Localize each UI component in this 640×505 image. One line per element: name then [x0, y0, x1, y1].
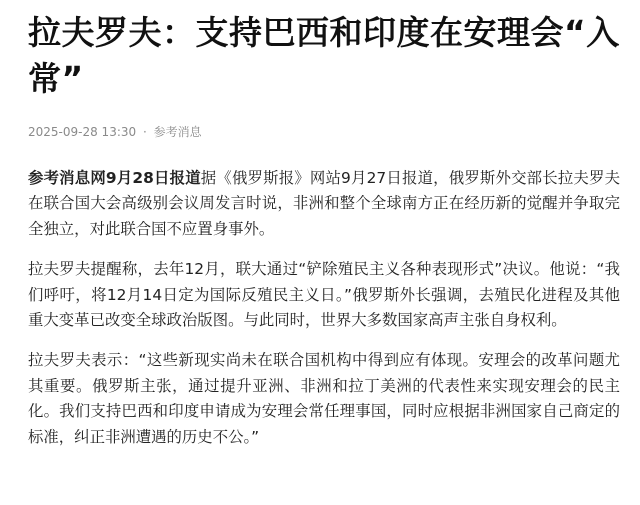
- article-meta: [28, 124, 620, 140]
- publish-date: 2025-09-28 13:30: [28, 125, 137, 139]
- source-link[interactable]: 参考消息: [153, 125, 202, 139]
- paragraph-1: [28, 166, 620, 242]
- meta-separator: ·: [142, 125, 147, 139]
- paragraph-2: [28, 257, 620, 333]
- paragraph-3: [28, 348, 620, 450]
- article-title: 拉夫罗夫：支持巴西和印度在安理会“入常”: [28, 13, 620, 98]
- article-body: [28, 166, 620, 450]
- paragraph-3-text: 拉夫罗夫表示：“这些新现实尚未在联合国机构中得到应有体现。安理会的改革问题尤其重要。俄罗斯主张，通过提升亚洲、非洲和拉丁美洲的代表性来实现安理会的民主化。我们支持巴西和印度申请成为安理会常任理事国，同时应根据非洲国家自己商定的标准，纠正非洲遭遇的历史不公。”: [28, 351, 620, 446]
- dateline: 参考消息网9月28日报道: [28, 169, 201, 187]
- paragraph-2-text: 拉夫罗夫提醒称，去年12月，联大通过“铲除殖民主义各种表现形式”决议。他说：“我们呼吁，将12月14日定为国际反殖民主义日。”俄罗斯外长强调，去殖民化进程及其他重大变革已改变全球政治版图。与此同时，世界大多数国家高声主张自身权利。: [28, 260, 620, 330]
- paragraph-1-text: 据《俄罗斯报》网站9月27日报道，俄罗斯外交部长拉夫罗夫在联合国大会高级别会议周发言时说，非洲和整个全球南方正在经历新的觉醒并争取完全独立，对此联合国不应置身事外。: [28, 169, 620, 238]
